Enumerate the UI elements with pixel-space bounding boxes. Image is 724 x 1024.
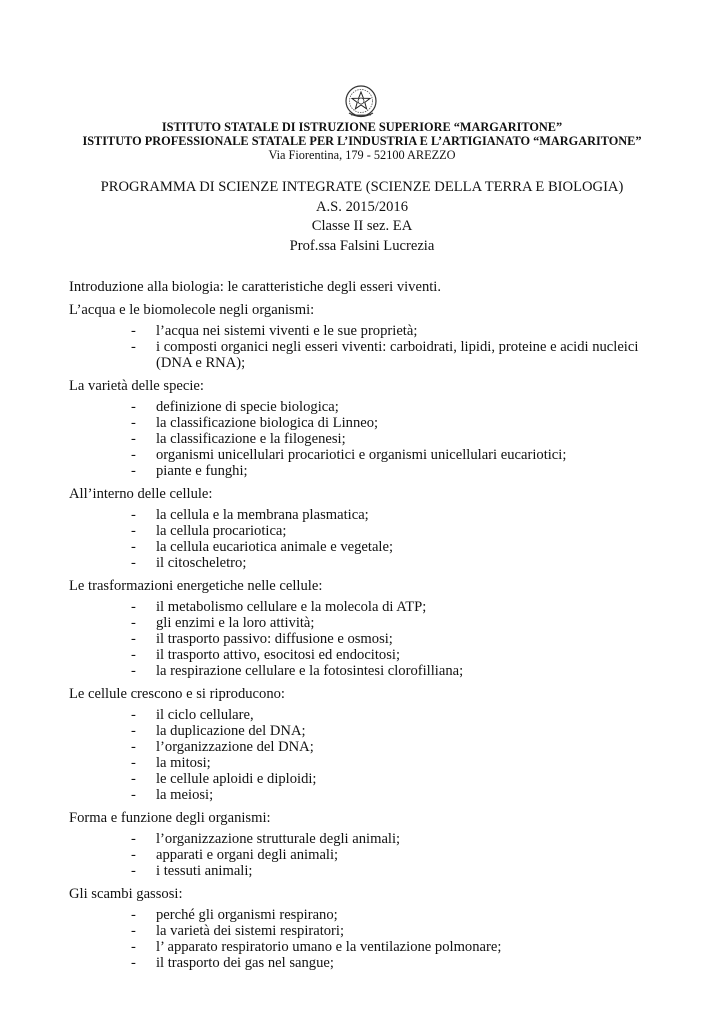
dash-bullet: - — [131, 523, 136, 539]
program-section — [69, 886, 659, 971]
dash-bullet: - — [131, 615, 136, 631]
topic-text: la classificazione e la filogenesi; — [156, 431, 346, 447]
dash-bullet: - — [131, 723, 136, 739]
topic-text: il trasporto attivo, esocitosi ed endocitosi; — [156, 647, 400, 663]
dash-bullet: - — [131, 431, 136, 447]
program-section — [69, 686, 659, 803]
dash-bullet: - — [131, 415, 136, 431]
topic-list — [69, 707, 659, 803]
topic-item — [69, 399, 659, 415]
topic-list — [69, 507, 659, 571]
topic-text: il metabolismo cellulare e la molecola di ATP; — [156, 599, 427, 615]
section-heading: All’interno delle cellule: — [69, 486, 213, 502]
topic-text: la cellula eucariotica animale e vegetale; — [156, 539, 394, 555]
program-title: PROGRAMMA DI SCIENZE INTEGRATE (SCIENZE DELLA TERRA E BIOLOGIA) — [100, 179, 624, 195]
topic-list — [69, 907, 659, 971]
dash-bullet: - — [131, 739, 136, 755]
section-heading: L’acqua e le biomolecole negli organismi: — [69, 302, 315, 318]
topic-text: la respirazione cellulare e la fotosintesi clorofilliana; — [156, 663, 464, 679]
topic-item — [69, 523, 659, 539]
topic-text: il trasporto dei gas nel sangue; — [156, 955, 334, 971]
topic-item — [69, 647, 659, 663]
topic-text: la cellula e la membrana plasmatica; — [156, 507, 369, 523]
dash-bullet: - — [131, 755, 136, 771]
topic-item — [69, 539, 659, 555]
topic-text: gli enzimi e la loro attività; — [156, 615, 315, 631]
dash-bullet: - — [131, 599, 136, 615]
italian-republic-emblem-icon — [343, 84, 379, 120]
topic-list — [69, 831, 659, 879]
dash-bullet: - — [131, 339, 136, 355]
topic-item — [69, 631, 659, 647]
topic-text: il trasporto passivo: diffusione e osmosi; — [156, 631, 393, 647]
program-section — [69, 279, 659, 295]
dash-bullet: - — [131, 771, 136, 787]
dash-bullet: - — [131, 847, 136, 863]
dash-bullet: - — [131, 447, 136, 463]
section-heading: Le trasformazioni energetiche nelle cellule: — [69, 578, 323, 594]
topic-item — [69, 831, 659, 847]
dash-bullet: - — [131, 647, 136, 663]
dash-bullet: - — [131, 831, 136, 847]
dash-bullet: - — [131, 955, 136, 971]
topic-item — [69, 615, 659, 631]
class-section: Classe II sez. EA — [311, 218, 413, 234]
section-heading: La varietà delle specie: — [69, 378, 204, 394]
topic-text: il ciclo cellulare, — [156, 707, 254, 723]
topic-text: definizione di specie biologica; — [156, 399, 339, 415]
topic-item — [69, 923, 659, 939]
topic-item — [69, 939, 659, 955]
topic-text: perché gli organismi respirano; — [156, 907, 338, 923]
dash-bullet: - — [131, 863, 136, 879]
topic-text: l’organizzazione strutturale degli animali; — [156, 831, 401, 847]
topic-item — [69, 771, 659, 787]
dash-bullet: - — [131, 787, 136, 803]
topic-item — [69, 755, 659, 771]
dash-bullet: - — [131, 923, 136, 939]
topic-text: la duplicazione del DNA; — [156, 723, 306, 739]
dash-bullet: - — [131, 907, 136, 923]
dash-bullet: - — [131, 939, 136, 955]
topic-text: l’ apparato respiratorio umano e la ventilazione polmonare; — [156, 939, 502, 955]
topic-text: la varietà dei sistemi respiratori; — [156, 923, 345, 939]
topic-item — [69, 739, 659, 755]
institute-name: ISTITUTO PROFESSIONALE STATALE PER L’INDUSTRIA E L’ARTIGIANATO “MARGARITONE” — [82, 134, 642, 148]
dash-bullet: - — [131, 463, 136, 479]
dash-bullet: - — [131, 399, 136, 415]
topic-item — [69, 447, 659, 463]
section-heading: Forma e funzione degli organismi: — [69, 810, 271, 826]
topic-text: i composti organici negli esseri viventi: carboidrati, lipidi, proteine e acidi nucleici (DNA e RNA); — [156, 339, 639, 371]
topic-text: la meiosi; — [156, 787, 214, 803]
section-heading: Le cellule crescono e si riproducono: — [69, 686, 285, 702]
topic-text: apparati e organi degli animali; — [156, 847, 339, 863]
document-title-block — [0, 178, 724, 256]
dash-bullet: - — [131, 631, 136, 647]
dash-bullet: - — [131, 555, 136, 571]
program-section — [69, 486, 659, 571]
topic-list — [69, 399, 659, 479]
program-section — [69, 378, 659, 479]
school-address: Via Fiorentina, 179 - 52100 AREZZO — [268, 148, 456, 162]
dash-bullet: - — [131, 323, 136, 339]
topic-text: il citoscheletro; — [156, 555, 247, 571]
program-section — [69, 302, 659, 371]
topic-text: le cellule aploidi e diploidi; — [156, 771, 317, 787]
topic-text: la mitosi; — [156, 755, 211, 771]
topic-list — [69, 323, 659, 371]
topic-text: piante e funghi; — [156, 463, 248, 479]
topic-text: l’acqua nei sistemi viventi e le sue proprietà; — [156, 323, 418, 339]
school-name: ISTITUTO STATALE DI ISTRUZIONE SUPERIORE “MARGARITONE” — [161, 120, 563, 134]
topic-item — [69, 415, 659, 431]
topic-item — [69, 863, 659, 879]
topic-text: l’organizzazione del DNA; — [156, 739, 314, 755]
dash-bullet: - — [131, 539, 136, 555]
topic-text: la classificazione biologica di Linneo; — [156, 415, 379, 431]
topic-item — [69, 339, 659, 371]
teacher-name: Prof.ssa Falsini Lucrezia — [289, 237, 435, 254]
topic-text: i tessuti animali; — [156, 863, 253, 879]
topic-item — [69, 431, 659, 447]
topic-item — [69, 663, 659, 679]
school-year: A.S. 2015/2016 — [315, 198, 409, 215]
program-section — [69, 578, 659, 679]
topic-item — [69, 907, 659, 923]
topic-item — [69, 323, 659, 339]
school-header — [0, 120, 724, 162]
topic-item — [69, 463, 659, 479]
topic-list — [69, 599, 659, 679]
topic-text: la cellula procariotica; — [156, 523, 287, 539]
dash-bullet: - — [131, 663, 136, 679]
topic-item — [69, 847, 659, 863]
topic-item — [69, 787, 659, 803]
dash-bullet: - — [131, 507, 136, 523]
topic-item — [69, 599, 659, 615]
dash-bullet: - — [131, 707, 136, 723]
topic-item — [69, 723, 659, 739]
topic-item — [69, 555, 659, 571]
topic-text: organismi unicellulari procariotici e organismi unicellulari eucariotici; — [156, 447, 567, 463]
topic-item — [69, 707, 659, 723]
program-content — [69, 279, 659, 978]
topic-item — [69, 955, 659, 971]
program-section — [69, 810, 659, 879]
section-heading: Gli scambi gassosi: — [69, 886, 183, 902]
topic-item — [69, 507, 659, 523]
section-heading: Introduzione alla biologia: le caratteristiche degli esseri viventi. — [69, 279, 442, 295]
